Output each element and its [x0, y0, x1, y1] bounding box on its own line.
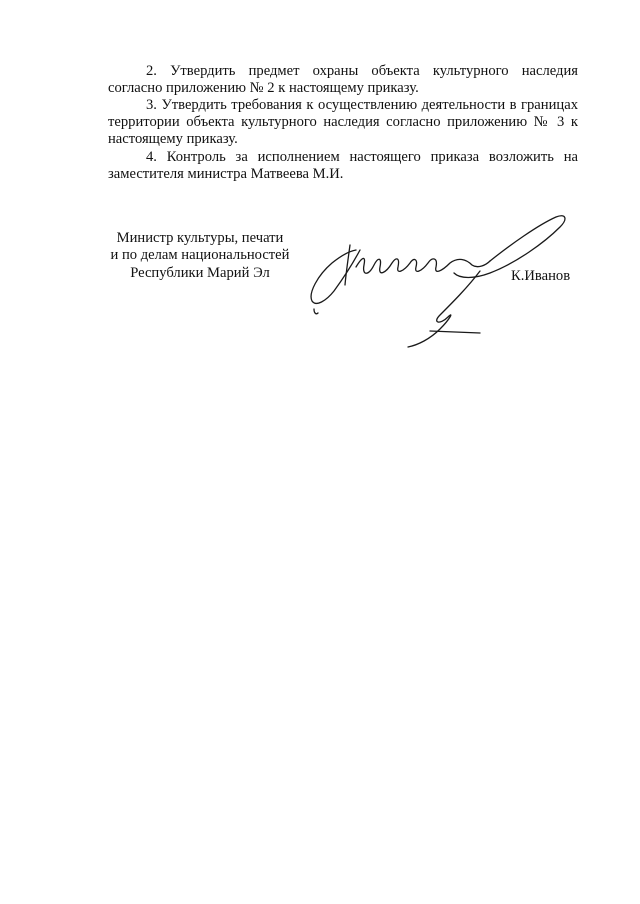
paragraph-item-2: 2. Утвердить предмет охраны объекта культурного наследия согласно приложению № 2 к настоящему приказу. [108, 63, 578, 97]
signatory-title-line: Министр культуры, печати [116, 230, 284, 246]
signatory-name: К.Иванов [511, 268, 571, 284]
paragraph-item-3: 3. Утвердить требования к осуществлению деятельности в границах территории объекта культурного наследия согласно приложению № 3 к настоящему приказу. [108, 97, 578, 148]
signatory-title-line: Республики Марий Эл [130, 264, 270, 281]
signatory-title [100, 230, 300, 282]
paragraph-item-4: 4. Контроль за исполнением настоящего приказа возложить на заместителя министра Матвеева М.И. [108, 149, 578, 183]
signatory-title-line: и по делам национальностей [110, 247, 290, 264]
